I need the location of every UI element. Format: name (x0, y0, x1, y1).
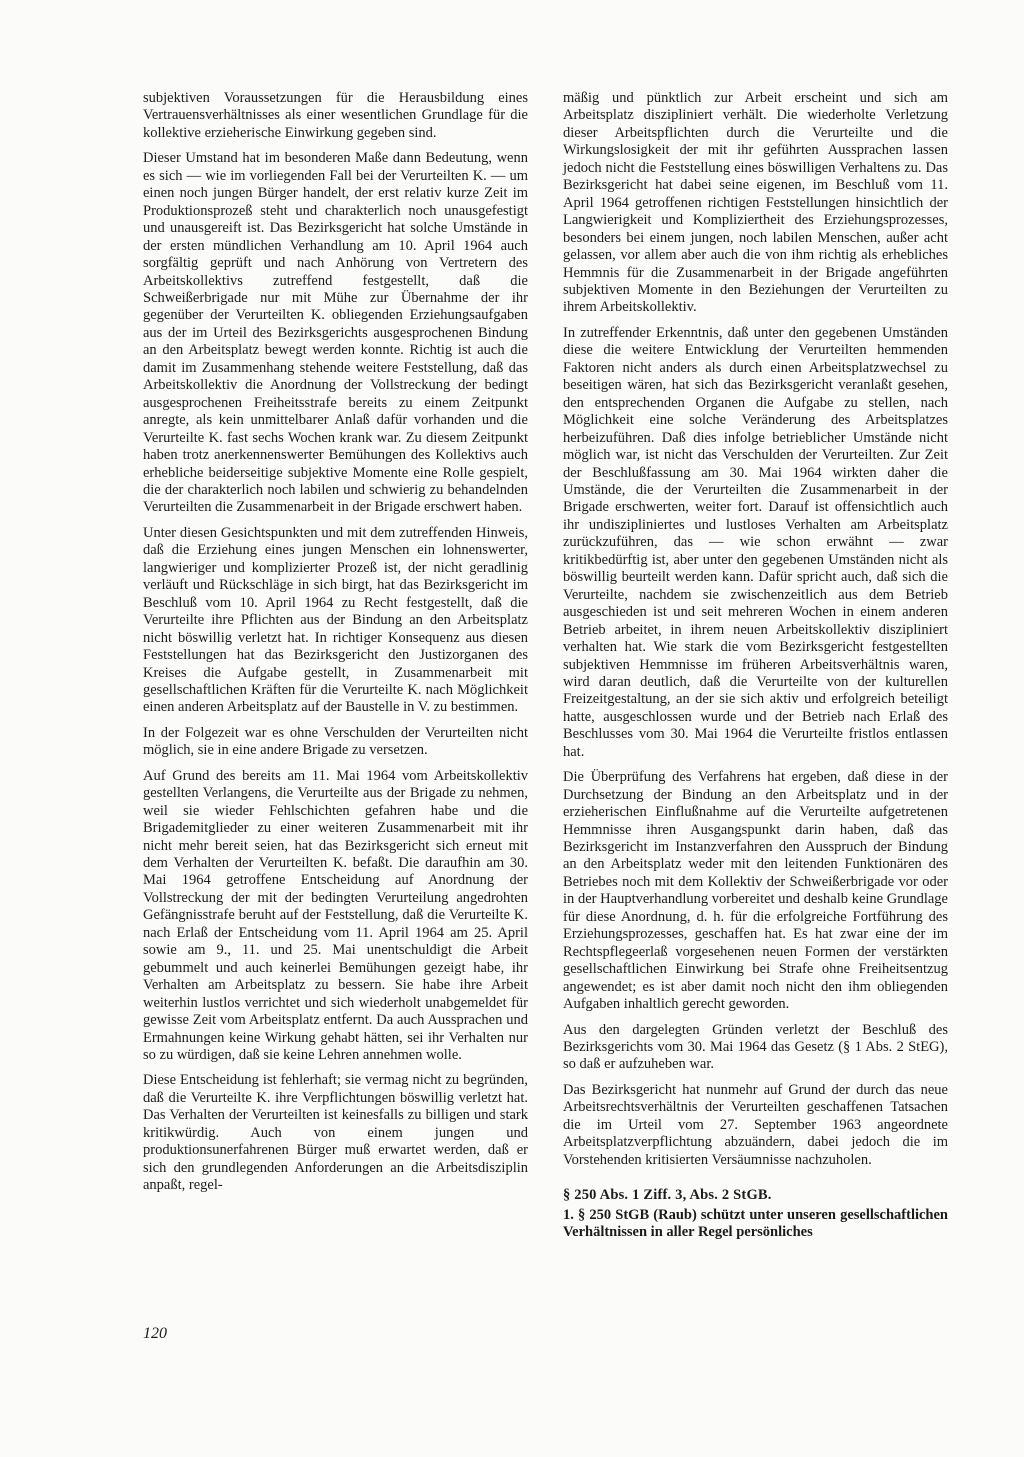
body-paragraph: Die Überprüfung des Verfahrens hat ergeben, daß diese in der Durchsetzung der Bindung an den Arbeitsplatz und in der erzieherischen Einflußnahme auf die Verurteilte aufgetretenen Hemmnisse ihren Ausgangspunkt darin haben, daß das Bezirksgericht im Instanzverfahren den Ausspruch der Bindung an den Arbeitsplatz weder mit den leitenden Funktionären des Betriebes noch mit dem Kollektiv der Schweißerbrigade vor oder in der Hauptverhandlung vorbereitet und deshalb keine Grundlage für diese Anordnung, d. h. für die erfolgreiche Fortführung des Erziehungsprozesses, geschaffen hat. Es hat zwar eine der im Rechtspflegeerlaß vorgesehenen neuen Formen der verstärkten gesellschaftlichen Einwirkung bei Strafe ohne Freiheitsentzug angewendet; es ist aber damit noch nicht den ihm obliegenden Aufgaben inhaltlich gerecht geworden. (563, 769, 948, 1013)
section-heading: § 250 Abs. 1 Ziff. 3, Abs. 2 StGB. (563, 1187, 772, 1204)
right-column (563, 90, 948, 1242)
body-paragraph: subjektiven Voraussetzungen für die Herausbildung eines Vertrauensverhältnisses als einer wesentlichen Grundlage für die kollektive erzieherische Einwirkung gegeben sind. (143, 90, 528, 141)
page-number: 120 (143, 1325, 167, 1342)
body-paragraph: In der Folgezeit war es ohne Verschulden der Verurteilten nicht möglich, sie in eine andere Brigade zu versetzen. (143, 724, 528, 759)
body-paragraph: In zutreffender Erkenntnis, daß unter den gegebenen Umständen diese die weitere Entwicklung der Verurteilten hemmenden Faktoren nicht anders als durch einen Arbeitsplatzwechsel zu beseitigen wären, hat sich das Bezirksgericht veranlaßt gesehen, den entsprechenden Organen die Aufgabe zu stellen, nach Möglichkeit eine solche Veränderung des Arbeitsplatzes herbeizuführen. Daß dies infolge betrieblicher Umstände nicht möglich war, ist nicht das Verschulden der Verurteilten. Zur Zeit der Beschlußfassung am 30. Mai 1964 wirkten daher die Umstände, die der Verurteilten die Zusammenarbeit in der Brigade erschwerten, weiter fort. Darauf ist offensichtlich auch ihr undiszipliniertes und lustloses Verhalten am Arbeitsplatz zurückzuführen, das — wie schon erwähnt — zwar kritikbedürftig ist, aber unter den gegebenen Umständen nicht als böswillig beurteilt werden kann. Dafür spricht auch, daß sich die Verurteilte, nachdem sie zwischenzeitlich aus dem Betrieb ausgeschieden ist und seit mehreren Wochen in einem anderen Betrieb arbeitet, in ihrem neuen Arbeitskollektiv diszipliniert verhalten hat. Wie stark die vom Bezirksgericht festgestellten subjektiven Hemmnisse im früheren Arbeitsverhältnis waren, wird daran deutlich, daß die Verurteilte von der kulturellen Freizeitgestaltung, an der sie sich aktiv und erfolgreich beteiligt hatte, ausgeschlossen wurde und der Betrieb nach Erlaß des Beschlusses vom 30. Mai 1964 die Verurteilte fristlos entlassen hat. (563, 324, 948, 760)
body-paragraph: Auf Grund des bereits am 11. Mai 1964 vom Arbeitskollektiv gestellten Verlangens, die Verurteilte aus der Brigade zu nehmen, weil sie wieder Fehlschichten gefahren habe und die Brigademitglieder zu einer weiteren Zusammenarbeit mit ihr nicht mehr bereit seien, hat das Bezirksgericht sich erneut mit dem Verhalten der Verurteilten K. befaßt. Die daraufhin am 30. Mai 1964 getroffene Entscheidung auf Anordnung der Vollstreckung der mit der bedingten Verurteilung angedrohten Gefängnisstrafe beruht auf der Feststellung, daß die Verurteilte K. nach Erlaß der Entscheidung vom 11. April 1964 am 25. April sowie am 9., 11. und 25. Mai unentschuldigt die Arbeit gebummelt und auch keinerlei Bemühungen gezeigt habe, ihr Verhalten am Arbeitsplatz zu bessern. Sie habe ihre Arbeit weiterhin lustlos verrichtet und sich wiederholt unabgemeldet für gewisse Zeit vom Arbeitsplatz entfernt. Da auch Aussprachen und Ermahnungen keine Wirkung gehabt hätten, sei ihr Verhalten nur so zu würdigen, daß sie keine Lehren annehmen wolle. (143, 767, 528, 1064)
body-paragraph: Unter diesen Gesichtspunkten und mit dem zutreffenden Hinweis, daß die Erziehung eines jungen Menschen ein lohnenswerter, langwieriger und komplizierter Prozeß ist, der nicht geradlinig verläuft und Rückschläge in sich birgt, hat das Bezirksgericht im Beschluß vom 10. April 1964 zu Recht festgestellt, daß die Verurteilte ihre Pflichten aus der Bindung an den Arbeitsplatz nicht böswillig verletzt hat. In richtiger Konsequenz aus diesen Feststellungen hat das Bezirksgericht den Justizorganen des Kreises die Aufgabe gestellt, in Zusammenarbeit mit gesellschaftlichen Kräften für die Verurteilte K. nach Möglichkeit einen anderen Arbeitsplatz auf der Baustelle in V. zu bestimmen. (143, 524, 528, 716)
body-paragraph: mäßig und pünktlich zur Arbeit erscheint und sich am Arbeitsplatz diszipliniert verhält. Die wiederholte Verletzung dieser Arbeitspflichten durch die Verurteilte und die Wirkungslosigkeit der mit ihr geführten Aussprachen lassen jedoch nicht die Feststellung eines böswilligen Verhaltens zu. Das Bezirksgericht hat dabei seine eigenen, im Beschluß vom 11. April 1964 getroffenen richtigen Feststellungen hinsichtlich der Langwierigkeit und Kompliziertheit des Erziehungsprozesses, besonders bei einem jungen, noch labilen Menschen, außer acht gelassen, vor allem aber auch die von ihm richtig als erhebliches Hemmnis für die Zusammenarbeit in der Brigade angeführten subjektiven Momente in den Beziehungen der Verurteilten zu ihrem Arbeitskollektiv. (563, 90, 948, 316)
headnote: 1. § 250 StGB (Raub) schützt unter unseren gesellschaftlichen Verhältnissen in aller Regel persönliches (563, 1206, 948, 1241)
body-paragraph: Aus den dargelegten Gründen verletzt der Beschluß des Bezirksgerichts vom 30. Mai 1964 das Gesetz (§ 1 Abs. 2 StEG), so daß er aufzuheben war. (563, 1021, 948, 1073)
body-paragraph: Diese Entscheidung ist fehlerhaft; sie vermag nicht zu begründen, daß die Verurteilte K. ihre Verpflichtungen böswillig verletzt hat. Das Verhalten der Verurteilten ist keinesfalls zu billigen und stark kritikwürdig. Auch von einem jungen und produktionsunerfahrenen Bürger muß erwartet werden, daß er sich den grundlegenden Anforderungen an die Arbeitsdisziplin anpaßt, regel- (143, 1072, 528, 1194)
body-paragraph: Dieser Umstand hat im besonderen Maße dann Bedeutung, wenn es sich — wie im vorliegenden Fall bei der Verurteilten K. — um einen noch jungen Bürger handelt, der erst relativ kurze Zeit im Produktionsprozeß steht und charakterlich noch unausgefestigt und unausgereift ist. Das Bezirksgericht hat solche Umstände in der ersten mündlichen Verhandlung am 10. April 1964 auch sorgfältig geprüft und nach Anhörung von Vertretern des Arbeitskollektivs zutreffend festgestellt, daß die Schweißerbrigade nur mit Mühe zur Übernahme der ihr gegenüber der Verurteilten K. obliegenden Erziehungsaufgaben aus der im Urteil des Bezirksgerichts ausgesprochenen Bindung an den Arbeitsplatz bewegt werden konnte. Richtig ist auch die damit im Zusammenhang stehende weitere Feststellung, daß das Arbeitskollektiv die Anordnung der Vollstreckung der bedingt ausgesprochenen Freiheitsstrafe bereits zu einem Zeitpunkt anregte, als kein unmittelbarer Anlaß dafür vorhanden und die Verurteilte K. fast sechs Wochen krank war. Zu diesem Zeitpunkt haben trotz anerkennenswerter Bemühungen des Kollektivs auch erhebliche beiderseitige subjektive Momente eine Rolle gespielt, die der charakterlich noch labilen und schwierig zu behandelnden Verurteilten die Zusammenarbeit in der Brigade erschwert haben. (143, 150, 528, 516)
left-column (143, 90, 528, 1203)
body-paragraph: Das Bezirksgericht hat nunmehr auf Grund der durch das neue Arbeitsrechtsverhältnis der Verurteilten geschaffenen Tatsachen die im Urteil vom 27. September 1963 angeordnete Arbeitsplatzverpflichtung abzuändern, dabei jedoch die im Vorstehenden kritisierten Versäumnisse nachzuholen. (563, 1081, 948, 1168)
